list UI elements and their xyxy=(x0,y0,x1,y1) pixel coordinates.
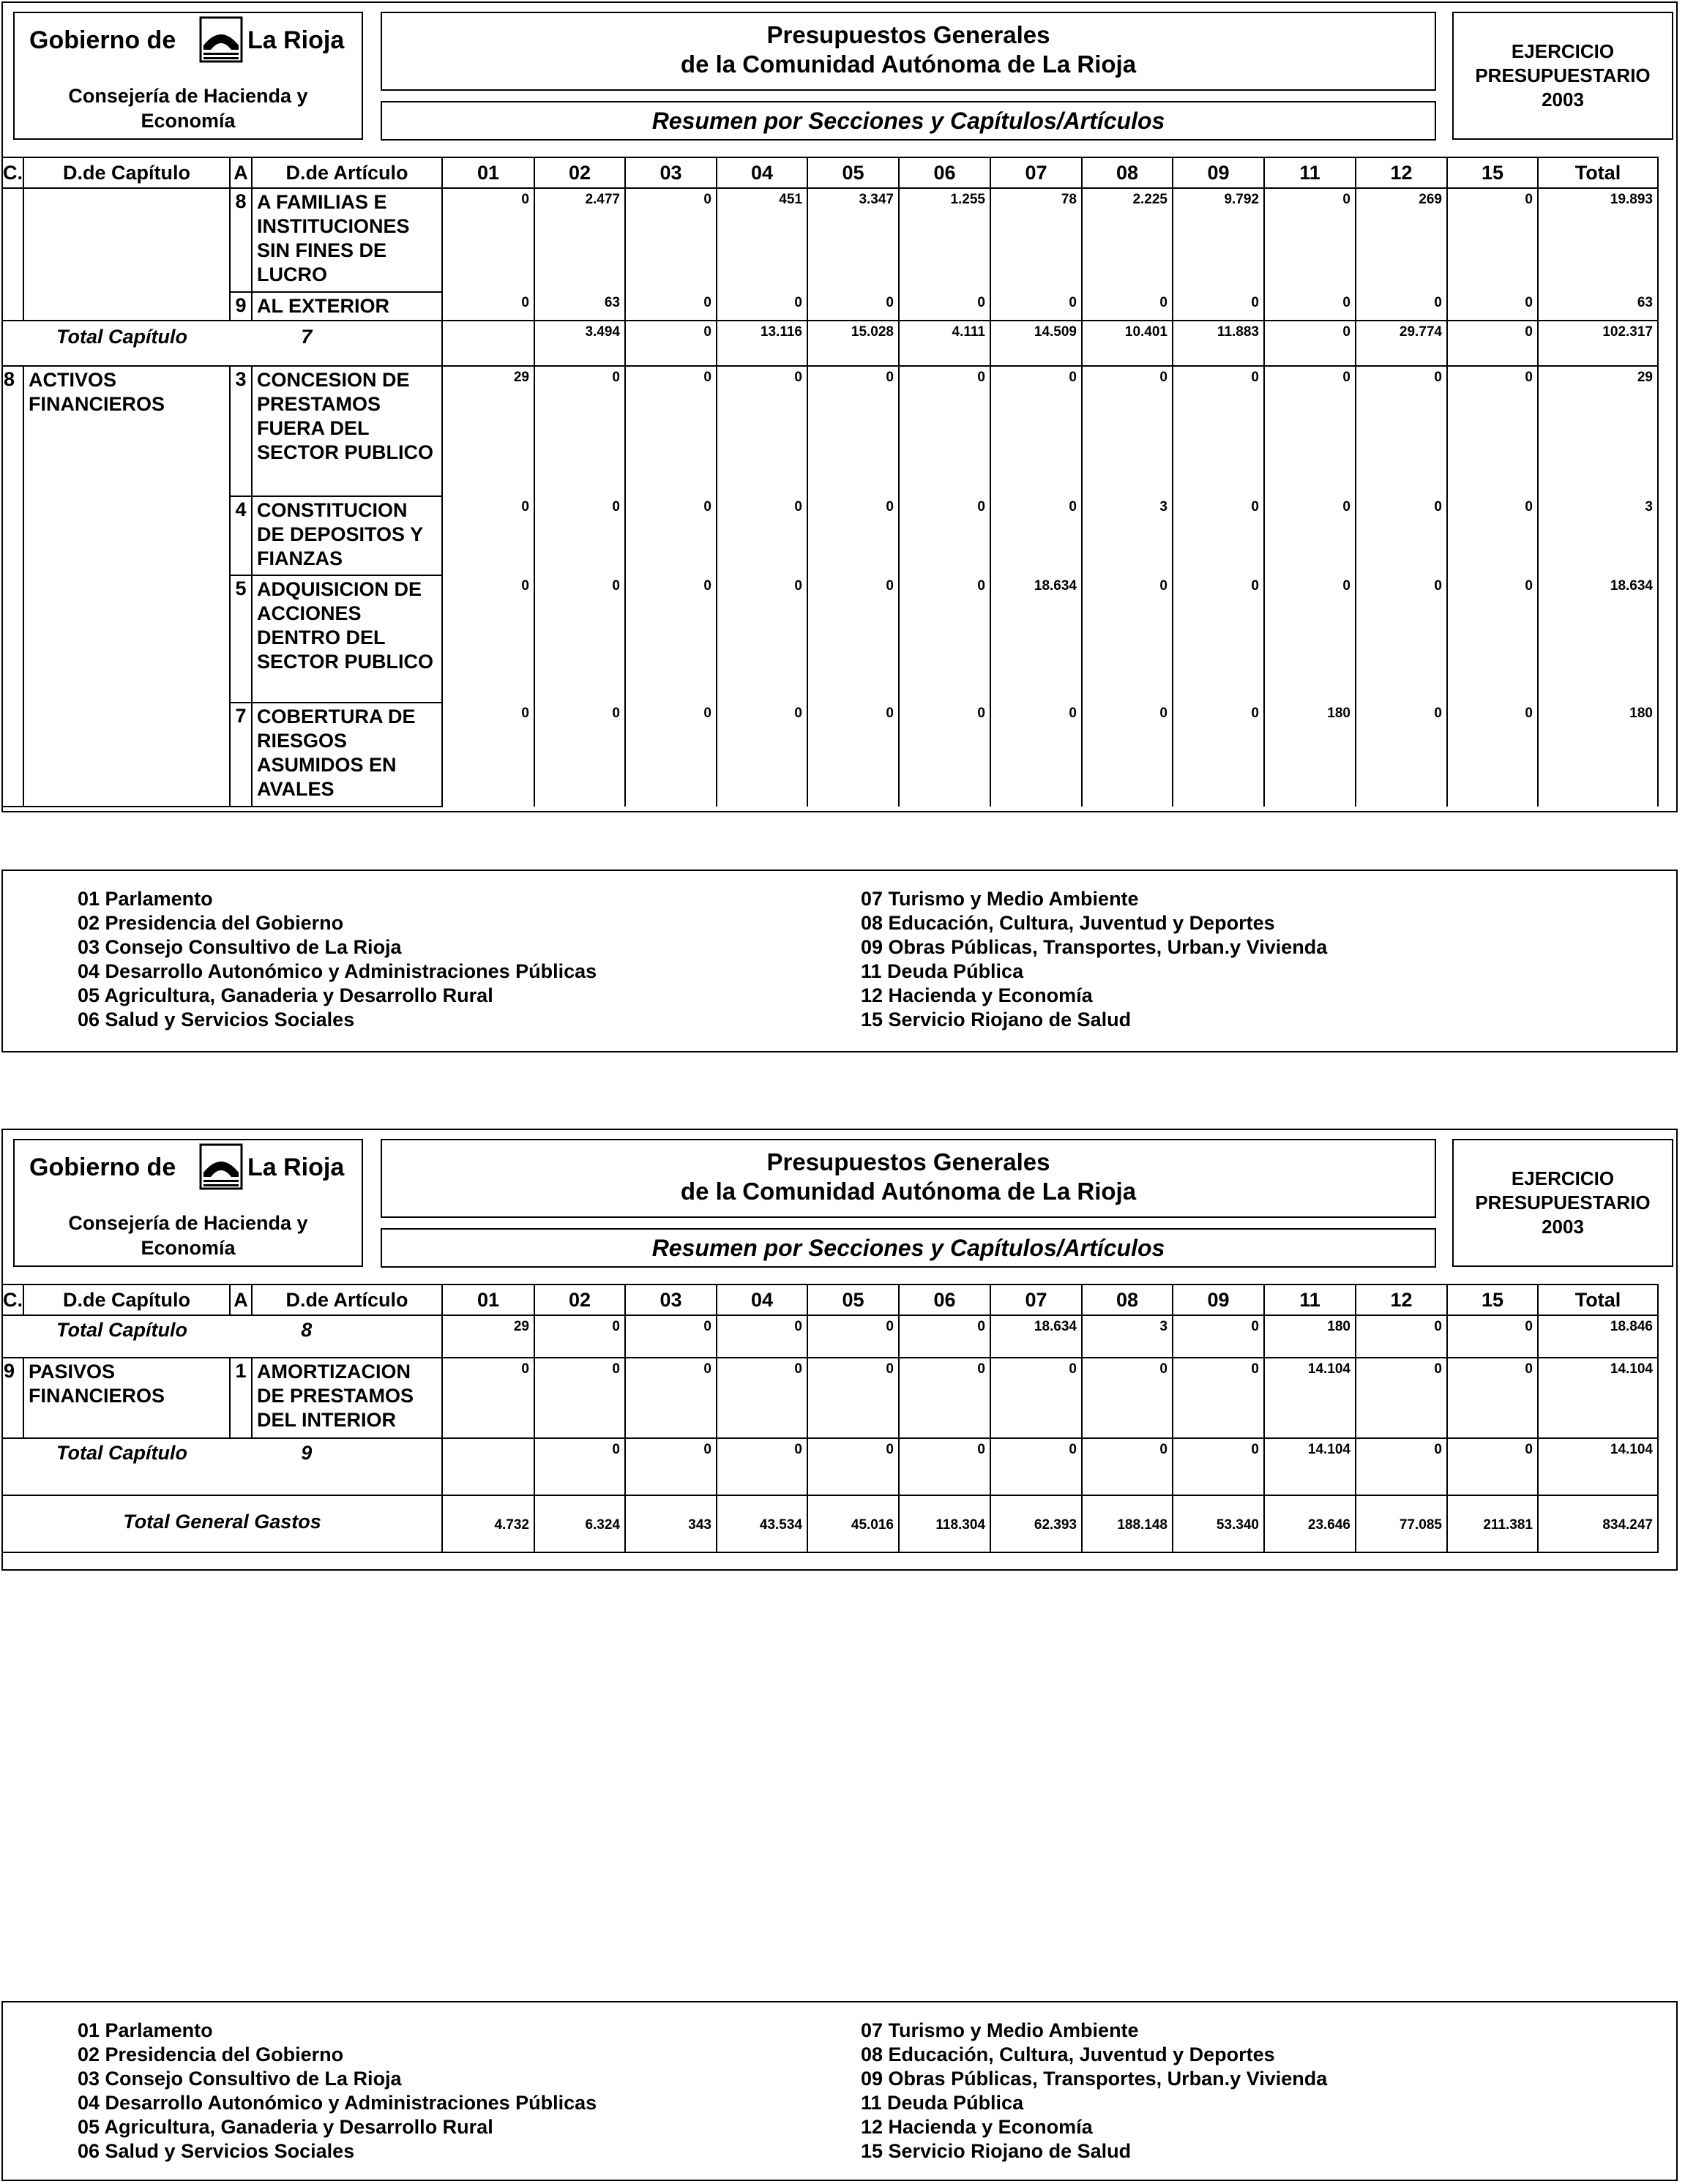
articulo-code: 3 xyxy=(230,366,252,496)
value-cell: 11.883 xyxy=(1173,321,1264,366)
value-cell: 0 xyxy=(717,703,807,807)
value-cell: 18.634 xyxy=(990,1315,1082,1358)
col-06: 06 xyxy=(899,1284,990,1315)
value-cell: 0 xyxy=(1173,1438,1264,1495)
value-cell: 0 xyxy=(625,188,717,292)
value-cell: 0 xyxy=(534,366,625,496)
value-cell: 0 xyxy=(534,1438,625,1495)
col-c: C. xyxy=(2,157,23,188)
value-cell: 0 xyxy=(717,1438,807,1495)
total-value-cell: 180 xyxy=(1538,703,1658,807)
consejeria-text xyxy=(15,83,362,133)
value-cell: 14.509 xyxy=(990,321,1082,366)
col-01: 01 xyxy=(442,1284,534,1315)
articulo-label: ADQUISICION DE ACCIONES DENTRO DEL SECTOR PUBLICO xyxy=(252,575,442,703)
value-cell: 0 xyxy=(442,496,534,575)
value-cell: 0 xyxy=(1447,575,1538,703)
legend-item: 04 Desarrollo Autonómico y Administraciones Públicas xyxy=(78,960,597,982)
value-cell: 343 xyxy=(625,1495,717,1552)
value-cell: 0 xyxy=(1173,575,1264,703)
legend-item: 07 Turismo y Medio Ambiente xyxy=(861,888,1139,910)
value-cell: 0 xyxy=(1173,1358,1264,1438)
col-07: 07 xyxy=(990,1284,1082,1315)
value-cell: 0 xyxy=(1173,366,1264,496)
col-02: 02 xyxy=(534,1284,625,1315)
value-cell: 0 xyxy=(625,496,717,575)
value-cell: 0 xyxy=(807,1358,899,1438)
value-cell: 0 xyxy=(1356,366,1447,496)
total-value-cell: 102.317 xyxy=(1538,321,1658,366)
value-cell: 180 xyxy=(1264,703,1356,807)
col-05: 05 xyxy=(807,157,899,188)
legend-item: 08 Educación, Cultura, Juventud y Deportes xyxy=(861,912,1275,934)
articulo-label: AL EXTERIOR xyxy=(252,292,442,321)
col-a: A xyxy=(230,157,252,188)
value-cell: 29 xyxy=(442,366,534,496)
value-cell: 118.304 xyxy=(899,1495,990,1552)
budget-table-page-1 xyxy=(1,157,1659,807)
budget-table-page-2 xyxy=(1,1284,1659,1553)
total-value-cell: 834.247 xyxy=(1538,1495,1658,1552)
value-cell: 0 xyxy=(1447,703,1538,807)
value-cell: 0 xyxy=(717,496,807,575)
total-general-label: Total General Gastos xyxy=(123,1511,321,1533)
legend-item: 03 Consejo Consultivo de La Rioja xyxy=(78,936,402,958)
value-cell: 0 xyxy=(625,703,717,807)
legend-item: 11 Deuda Pública xyxy=(861,960,1024,982)
value-cell: 2.477 xyxy=(534,188,625,292)
col-15: 15 xyxy=(1447,157,1538,188)
year-line-1: EJERCICIO xyxy=(1511,1167,1615,1189)
col-03: 03 xyxy=(625,1284,717,1315)
value-cell: 3.494 xyxy=(534,321,625,366)
articulo-label: AMORTIZACION DE PRESTAMOS DEL INTERIOR xyxy=(252,1358,442,1438)
articulo-code: 8 xyxy=(230,188,252,292)
legend-right xyxy=(861,887,1327,1032)
legend-box-1 xyxy=(1,870,1678,1052)
articulo-label: CONCESION DE PRESTAMOS FUERA DEL SECTOR PUBLICO xyxy=(252,366,442,496)
value-cell: 0 xyxy=(1264,188,1356,292)
legend-item: 09 Obras Públicas, Transportes, Urban.y Vivienda xyxy=(861,936,1328,958)
value-cell: 451 xyxy=(717,188,807,292)
title-line-1: Presupuestos Generales xyxy=(766,21,1050,48)
table-row xyxy=(2,366,1658,496)
total-capitulo-number: 8 xyxy=(301,1319,313,1341)
value-cell: 0 xyxy=(1264,366,1356,496)
legend-item: 15 Servicio Riojano de Salud xyxy=(861,1009,1132,1031)
articulo-code: 7 xyxy=(230,703,252,807)
value-cell: 0 xyxy=(625,1358,717,1438)
consejeria-line-1: Consejería de Hacienda y xyxy=(68,85,308,107)
value-cell: 78 xyxy=(990,188,1082,292)
articulo-code: 5 xyxy=(230,575,252,703)
value-cell: 0 xyxy=(442,703,534,807)
consejeria-line-2: Economía xyxy=(141,1237,236,1259)
value-cell: 188.148 xyxy=(1082,1495,1173,1552)
capitulo-label: PASIVOS FINANCIEROS xyxy=(23,1358,230,1438)
legend-item: 04 Desarrollo Autonómico y Administraciones Públicas xyxy=(78,2092,597,2114)
legend-item: 15 Servicio Riojano de Salud xyxy=(861,2140,1132,2162)
total-capitulo-label: Total Capítulo xyxy=(56,1442,187,1464)
value-cell: 14.104 xyxy=(1264,1438,1356,1495)
capitulo-code: 9 xyxy=(2,1358,23,1438)
year-line-3: 2003 xyxy=(1542,89,1584,111)
table-header-row xyxy=(2,1284,1658,1315)
value-cell: 0 xyxy=(534,703,625,807)
value-cell: 0 xyxy=(1173,496,1264,575)
gobierno-text: Gobierno de xyxy=(29,26,176,54)
value-cell: 0 xyxy=(1447,188,1538,292)
value-cell: 0 xyxy=(1082,366,1173,496)
col-12: 12 xyxy=(1356,1284,1447,1315)
value-cell xyxy=(442,1438,534,1495)
table-row xyxy=(2,188,1658,292)
year-line-2: PRESUPUESTARIO xyxy=(1475,1192,1651,1213)
value-cell: 0 xyxy=(442,188,534,292)
title-line-2: de la Comunidad Autónoma de La Rioja xyxy=(680,1178,1137,1205)
value-cell: 0 xyxy=(807,1438,899,1495)
col-08: 08 xyxy=(1082,1284,1173,1315)
value-cell: 0 xyxy=(1173,1315,1264,1358)
value-cell: 0 xyxy=(1447,1438,1538,1495)
value-cell: 0 xyxy=(1173,703,1264,807)
table-row xyxy=(2,1358,1658,1438)
total-value-cell: 14.104 xyxy=(1538,1438,1658,1495)
title-line-1: Presupuestos Generales xyxy=(766,1148,1050,1175)
value-cell: 9.792 xyxy=(1173,188,1264,292)
value-cell: 0 xyxy=(1264,321,1356,366)
year-box xyxy=(1452,1139,1673,1267)
col-05: 05 xyxy=(807,1284,899,1315)
consejeria-text xyxy=(15,1211,362,1260)
page-2 xyxy=(0,1127,1685,2184)
total-capitulo-number: 9 xyxy=(301,1442,313,1464)
title-line-2: de la Comunidad Autónoma de La Rioja xyxy=(680,51,1137,78)
value-cell: 0 xyxy=(1173,292,1264,321)
value-cell: 0 xyxy=(899,703,990,807)
col-capitulo: D.de Capítulo xyxy=(23,1284,230,1315)
legend-box-2 xyxy=(1,2001,1678,2181)
value-cell: 0 xyxy=(534,1315,625,1358)
value-cell: 269 xyxy=(1356,188,1447,292)
total-capitulo-label: Total Capítulo xyxy=(56,326,187,348)
legend-item: 02 Presidencia del Gobierno xyxy=(78,912,344,934)
year-line-2: PRESUPUESTARIO xyxy=(1475,64,1651,86)
table-row xyxy=(2,292,1658,321)
col-04: 04 xyxy=(717,1284,807,1315)
value-cell: 0 xyxy=(717,1315,807,1358)
value-cell: 0 xyxy=(807,292,899,321)
consejeria-line-1: Consejería de Hacienda y xyxy=(68,1212,308,1234)
table-header-row xyxy=(2,157,1658,188)
value-cell: 3 xyxy=(1082,1315,1173,1358)
title-box xyxy=(381,1139,1436,1218)
value-cell: 0 xyxy=(717,1358,807,1438)
capitulo-code: 8 xyxy=(2,366,23,807)
legend-item: 06 Salud y Servicios Sociales xyxy=(78,1009,355,1031)
value-cell: 0 xyxy=(1447,292,1538,321)
col-09: 09 xyxy=(1173,157,1264,188)
total-capitulo-number: 7 xyxy=(301,326,313,348)
la-rioja-text: La Rioja xyxy=(247,26,345,54)
total-value-cell: 19.893 xyxy=(1538,188,1658,292)
value-cell: 2.225 xyxy=(1082,188,1173,292)
value-cell: 0 xyxy=(1447,366,1538,496)
value-cell: 62.393 xyxy=(990,1495,1082,1552)
value-cell: 0 xyxy=(899,1315,990,1358)
value-cell: 0 xyxy=(1082,1358,1173,1438)
articulo-code: 4 xyxy=(230,496,252,575)
legend-item: 09 Obras Públicas, Transportes, Urban.y Vivienda xyxy=(861,2068,1328,2090)
value-cell: 0 xyxy=(899,1358,990,1438)
value-cell: 0 xyxy=(625,321,717,366)
value-cell: 63 xyxy=(534,292,625,321)
value-cell: 14.104 xyxy=(1264,1358,1356,1438)
value-cell: 180 xyxy=(1264,1315,1356,1358)
total-value-cell: 18.634 xyxy=(1538,575,1658,703)
value-cell: 43.534 xyxy=(717,1495,807,1552)
value-cell: 0 xyxy=(1447,1315,1538,1358)
gobierno-text: Gobierno de xyxy=(29,1153,176,1181)
value-cell: 0 xyxy=(807,1315,899,1358)
value-cell: 0 xyxy=(442,292,534,321)
title-box xyxy=(381,12,1436,91)
value-cell: 0 xyxy=(1264,496,1356,575)
value-cell: 0 xyxy=(442,575,534,703)
legend-item: 12 Hacienda y Economía xyxy=(861,2116,1093,2138)
legend-item: 12 Hacienda y Economía xyxy=(861,984,1093,1006)
table-row xyxy=(2,703,1658,807)
legend-right xyxy=(861,2019,1327,2164)
value-cell: 3 xyxy=(1082,496,1173,575)
la-rioja-text: La Rioja xyxy=(247,1153,345,1181)
col-articulo: D.de Artículo xyxy=(252,157,442,188)
legend-item: 01 Parlamento xyxy=(78,888,213,910)
value-cell: 0 xyxy=(1447,496,1538,575)
col-03: 03 xyxy=(625,157,717,188)
value-cell: 0 xyxy=(899,575,990,703)
value-cell: 3.347 xyxy=(807,188,899,292)
articulo-label: COBERTURA DE RIESGOS ASUMIDOS EN AVALES xyxy=(252,703,442,807)
value-cell: 6.324 xyxy=(534,1495,625,1552)
value-cell: 0 xyxy=(1356,703,1447,807)
legend-item: 03 Consejo Consultivo de La Rioja xyxy=(78,2068,402,2090)
total-value-cell: 29 xyxy=(1538,366,1658,496)
value-cell: 0 xyxy=(899,292,990,321)
value-cell: 45.016 xyxy=(807,1495,899,1552)
col-15: 15 xyxy=(1447,1284,1538,1315)
value-cell: 29.774 xyxy=(1356,321,1447,366)
value-cell: 0 xyxy=(1264,292,1356,321)
legend-item: 05 Agricultura, Ganaderia y Desarrollo Rural xyxy=(78,984,493,1006)
articulo-code: 9 xyxy=(230,292,252,321)
col-09: 09 xyxy=(1173,1284,1264,1315)
legend-item: 01 Parlamento xyxy=(78,2019,213,2041)
col-06: 06 xyxy=(899,157,990,188)
year-line-1: EJERCICIO xyxy=(1511,40,1615,62)
value-cell: 0 xyxy=(625,292,717,321)
value-cell: 0 xyxy=(1356,292,1447,321)
capitulo-label: ACTIVOS FINANCIEROS xyxy=(23,366,230,807)
legend-item: 05 Agricultura, Ganaderia y Desarrollo Rural xyxy=(78,2116,493,2138)
year-line-3: 2003 xyxy=(1542,1216,1584,1238)
legend-left xyxy=(78,2019,597,2164)
col-02: 02 xyxy=(534,157,625,188)
articulo-code: 1 xyxy=(230,1358,252,1438)
col-articulo: D.de Artículo xyxy=(252,1284,442,1315)
subtitle-box: Resumen por Secciones y Capítulos/Artículos xyxy=(381,1228,1436,1268)
value-cell: 0 xyxy=(1264,575,1356,703)
legend-item: 02 Presidencia del Gobierno xyxy=(78,2043,344,2065)
value-cell: 0 xyxy=(625,575,717,703)
value-cell: 4.732 xyxy=(442,1495,534,1552)
value-cell: 0 xyxy=(807,496,899,575)
value-cell: 0 xyxy=(717,366,807,496)
value-cell: 0 xyxy=(1082,575,1173,703)
value-cell: 0 xyxy=(990,703,1082,807)
total-capitulo-row xyxy=(2,1315,1658,1358)
value-cell: 0 xyxy=(534,575,625,703)
value-cell: 10.401 xyxy=(1082,321,1173,366)
year-box xyxy=(1452,12,1673,140)
value-cell: 77.085 xyxy=(1356,1495,1447,1552)
col-total: Total xyxy=(1538,1284,1658,1315)
articulo-label: A FAMILIAS E INSTITUCIONES SIN FINES DE LUCRO xyxy=(252,188,442,292)
value-cell: 0 xyxy=(899,366,990,496)
value-cell: 0 xyxy=(990,1438,1082,1495)
legend-item: 07 Turismo y Medio Ambiente xyxy=(861,2019,1139,2041)
value-cell xyxy=(442,321,534,366)
value-cell: 0 xyxy=(1356,1358,1447,1438)
col-capitulo: D.de Capítulo xyxy=(23,157,230,188)
value-cell: 211.381 xyxy=(1447,1495,1538,1552)
value-cell: 0 xyxy=(990,366,1082,496)
value-cell: 0 xyxy=(807,366,899,496)
value-cell: 0 xyxy=(717,575,807,703)
value-cell: 0 xyxy=(1356,1438,1447,1495)
value-cell: 0 xyxy=(807,575,899,703)
col-08: 08 xyxy=(1082,157,1173,188)
total-value-cell: 3 xyxy=(1538,496,1658,575)
subtitle-box: Resumen por Secciones y Capítulos/Artículos xyxy=(381,101,1436,141)
value-cell: 0 xyxy=(625,366,717,496)
consejeria-line-2: Economía xyxy=(141,110,236,132)
value-cell: 0 xyxy=(1082,703,1173,807)
value-cell: 23.646 xyxy=(1264,1495,1356,1552)
value-cell: 0 xyxy=(1356,575,1447,703)
value-cell: 4.111 xyxy=(899,321,990,366)
col-11: 11 xyxy=(1264,157,1356,188)
value-cell: 0 xyxy=(899,496,990,575)
value-cell: 0 xyxy=(1082,1438,1173,1495)
value-cell: 0 xyxy=(1356,496,1447,575)
col-a: A xyxy=(230,1284,252,1315)
col-07: 07 xyxy=(990,157,1082,188)
col-04: 04 xyxy=(717,157,807,188)
value-cell: 0 xyxy=(1447,1358,1538,1438)
total-value-cell: 63 xyxy=(1538,292,1658,321)
value-cell: 0 xyxy=(442,1358,534,1438)
value-cell: 0 xyxy=(534,496,625,575)
logo-block xyxy=(13,1139,363,1267)
value-cell: 0 xyxy=(1447,321,1538,366)
value-cell: 0 xyxy=(990,1358,1082,1438)
value-cell: 0 xyxy=(990,496,1082,575)
col-c: C. xyxy=(2,1284,23,1315)
legend-item: 11 Deuda Pública xyxy=(861,2092,1024,2114)
table-row xyxy=(2,575,1658,703)
la-rioja-emblem-icon xyxy=(199,1143,243,1190)
total-capitulo-label: Total Capítulo xyxy=(56,1319,187,1341)
col-12: 12 xyxy=(1356,157,1447,188)
value-cell: 0 xyxy=(1356,1315,1447,1358)
value-cell: 0 xyxy=(534,1358,625,1438)
value-cell: 53.340 xyxy=(1173,1495,1264,1552)
total-capitulo-row xyxy=(2,1438,1658,1495)
value-cell: 0 xyxy=(990,292,1082,321)
total-general-row xyxy=(2,1495,1658,1552)
col-total: Total xyxy=(1538,157,1658,188)
total-value-cell: 14.104 xyxy=(1538,1358,1658,1438)
table-row xyxy=(2,496,1658,575)
logo-block xyxy=(13,12,363,140)
value-cell: 0 xyxy=(1082,292,1173,321)
value-cell: 18.634 xyxy=(990,575,1082,703)
articulo-label: CONSTITUCION DE DEPOSITOS Y FIANZAS xyxy=(252,496,442,575)
legend-left xyxy=(78,887,597,1032)
value-cell: 29 xyxy=(442,1315,534,1358)
total-capitulo-row xyxy=(2,321,1658,366)
col-11: 11 xyxy=(1264,1284,1356,1315)
value-cell: 15.028 xyxy=(807,321,899,366)
value-cell: 13.116 xyxy=(717,321,807,366)
col-01: 01 xyxy=(442,157,534,188)
value-cell: 1.255 xyxy=(899,188,990,292)
value-cell: 0 xyxy=(807,703,899,807)
legend-item: 06 Salud y Servicios Sociales xyxy=(78,2140,355,2162)
value-cell: 0 xyxy=(899,1438,990,1495)
legend-item: 08 Educación, Cultura, Juventud y Deportes xyxy=(861,2043,1275,2065)
total-value-cell: 18.846 xyxy=(1538,1315,1658,1358)
value-cell: 0 xyxy=(625,1438,717,1495)
value-cell: 0 xyxy=(625,1315,717,1358)
la-rioja-emblem-icon xyxy=(199,16,243,63)
page-1 xyxy=(0,0,1685,1061)
value-cell: 0 xyxy=(717,292,807,321)
